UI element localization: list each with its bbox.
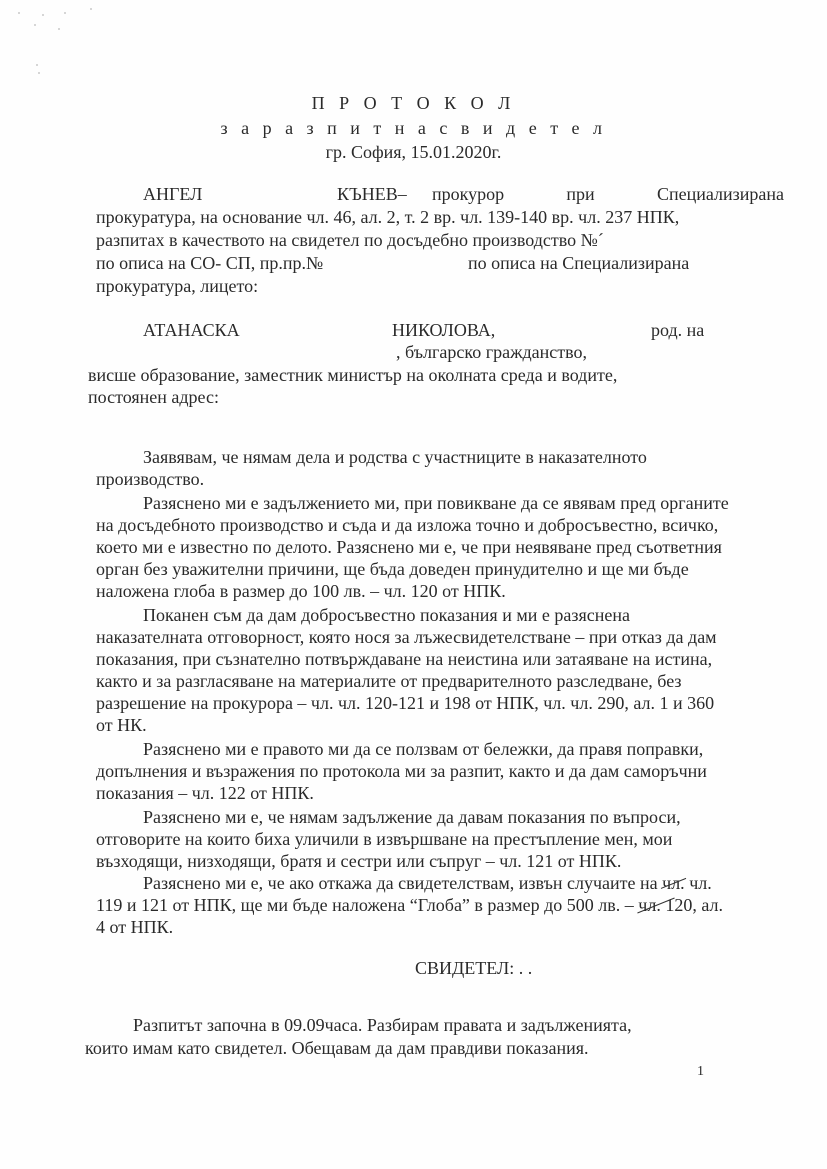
intro-line-5: прокуратура, лицето: — [96, 276, 259, 296]
paragraph-2-line-4: орган без уважителни причини, ще бъда доведен принудително и ще ми бъде — [96, 559, 689, 579]
paragraph-3-line-2: наказателната отговорност, която нося за лъжесвидетелстване – при отказ да дам — [96, 627, 717, 647]
paragraph-3-line-3: показания, при съзнателно потвърждаване на неистина или затаяване на истина, — [96, 649, 713, 669]
paragraph-3-line-5: разрешение на прокурора – чл. чл. 120-121 и 198 от НПК, чл. чл. 290, ал. 1 и 360 — [96, 693, 715, 713]
closing-line-1: Разпитът започна в 09.09часа. Разбирам правата и задълженията, — [133, 1015, 632, 1035]
witness-born: род. на — [651, 320, 705, 340]
prosecutor-first-name: АНГЕЛ — [143, 184, 203, 204]
paragraph-2-line-5: наложена глоба в размер до 100 лв. – чл. 120 от НПК. — [96, 581, 506, 601]
paragraph-6-line-2-a: 119 и 121 от НПК, ще ми бъде наложена “Глоба” в размер до 500 лв. – — [96, 895, 634, 915]
paragraph-5-line-3: възходящи, низходящи, братя и сестри или съпруг – чл. 121 от НПК. — [96, 851, 622, 871]
document-title: П Р О Т О К О Л — [311, 93, 516, 113]
paragraph-6-line-2 — [96, 894, 723, 916]
paragraph-4-line-1: Разяснено ми е правото ми да се ползвам от бележки, да правя поправки, — [143, 739, 704, 759]
paragraph-6-line-1-b: чл. — [689, 873, 712, 893]
scan-noise — [14, 6, 104, 86]
paragraph-6-line-1 — [143, 872, 712, 894]
intro-line-2: прокуратура, на основание чл. 46, ал. 2, т. 2 вр. чл. 139-140 вр. чл. 237 НПК, — [96, 207, 680, 227]
paragraph-6-line-2-b: 20, ал. — [674, 895, 723, 915]
intro-line-3: разпитах в качеството на свидетел по досъдебно производство №´ — [96, 230, 604, 250]
witness-education-job: висше образование, заместник министър на околната среда и водите, — [88, 365, 618, 385]
paragraph-5-line-2: отговорите на които биха уличили в извършване на престъпление мен, мои — [96, 829, 673, 849]
witness-first-name: АТАНАСКА — [143, 320, 240, 340]
paragraph-3-line-6: от НК. — [96, 715, 147, 735]
paragraph-4-line-2: допълнения и възражения по протокола ми за разпит, както и да дам саморъчни — [96, 761, 707, 781]
intro-line-4-left: по описа на СО- СП, пр.пр.№ — [96, 253, 324, 273]
struck-text: чл. — [662, 873, 685, 893]
witness-signature-label: СВИДЕТЕЛ: . . — [415, 958, 533, 978]
paragraph-3-line-1: Поканен съм да дам добросъвестно показания и ми е разяснена — [143, 605, 630, 625]
intro-line-1-text: прокурор при Специализирана — [432, 184, 784, 204]
paragraph-2-line-2: на досъдебното производство и съда и да изложа точно и добросъвестно, всичко, — [96, 515, 719, 535]
prosecutor-last-name: КЪНЕВ– — [337, 184, 407, 204]
struck-text: чл. 1 — [638, 895, 675, 915]
document-subtitle: з а р а з п и т н а с в и д е т е л — [220, 118, 607, 138]
closing-line-2: които имам като свидетел. Обещавам да дам правдиви показания. — [85, 1038, 589, 1058]
paragraph-2-line-1: Разяснено ми е задължението ми, при повикване да се явявам пред органите — [143, 493, 729, 513]
intro-line-4-right: по описа на Специализирана — [468, 253, 690, 273]
page-number: 1 — [697, 1064, 704, 1079]
paragraph-2-line-3: което ми е известно по делото. Разяснено ми е, че при неявяване пред съответния — [96, 537, 722, 557]
intro-line-1 — [432, 183, 784, 205]
place-and-date: гр. София, 15.01.2020г. — [325, 142, 502, 162]
witness-citizenship: , българско гражданство, — [396, 342, 588, 362]
paragraph-1-line-2: производство. — [96, 469, 205, 489]
witness-address-label: постоянен адрес: — [88, 387, 219, 407]
paragraph-6-line-3: 4 от НПК. — [96, 917, 174, 937]
paragraph-1-line-1: Заявявам, че нямам дела и родства с участниците в наказателното — [143, 447, 647, 467]
paragraph-6-line-1-a: Разяснено ми е, че ако откажа да свидетелствам, извън случаите на — [143, 873, 658, 893]
paragraph-5-line-1: Разяснено ми е, че нямам задължение да давам показания по въпроси, — [143, 807, 681, 827]
paragraph-3-line-4: както и за разгласяване на материалите от предварителното разследване, без — [96, 671, 682, 691]
paragraph-4-line-3: показания – чл. 122 от НПК. — [96, 783, 314, 803]
witness-last-name: НИКОЛОВА, — [392, 320, 496, 340]
